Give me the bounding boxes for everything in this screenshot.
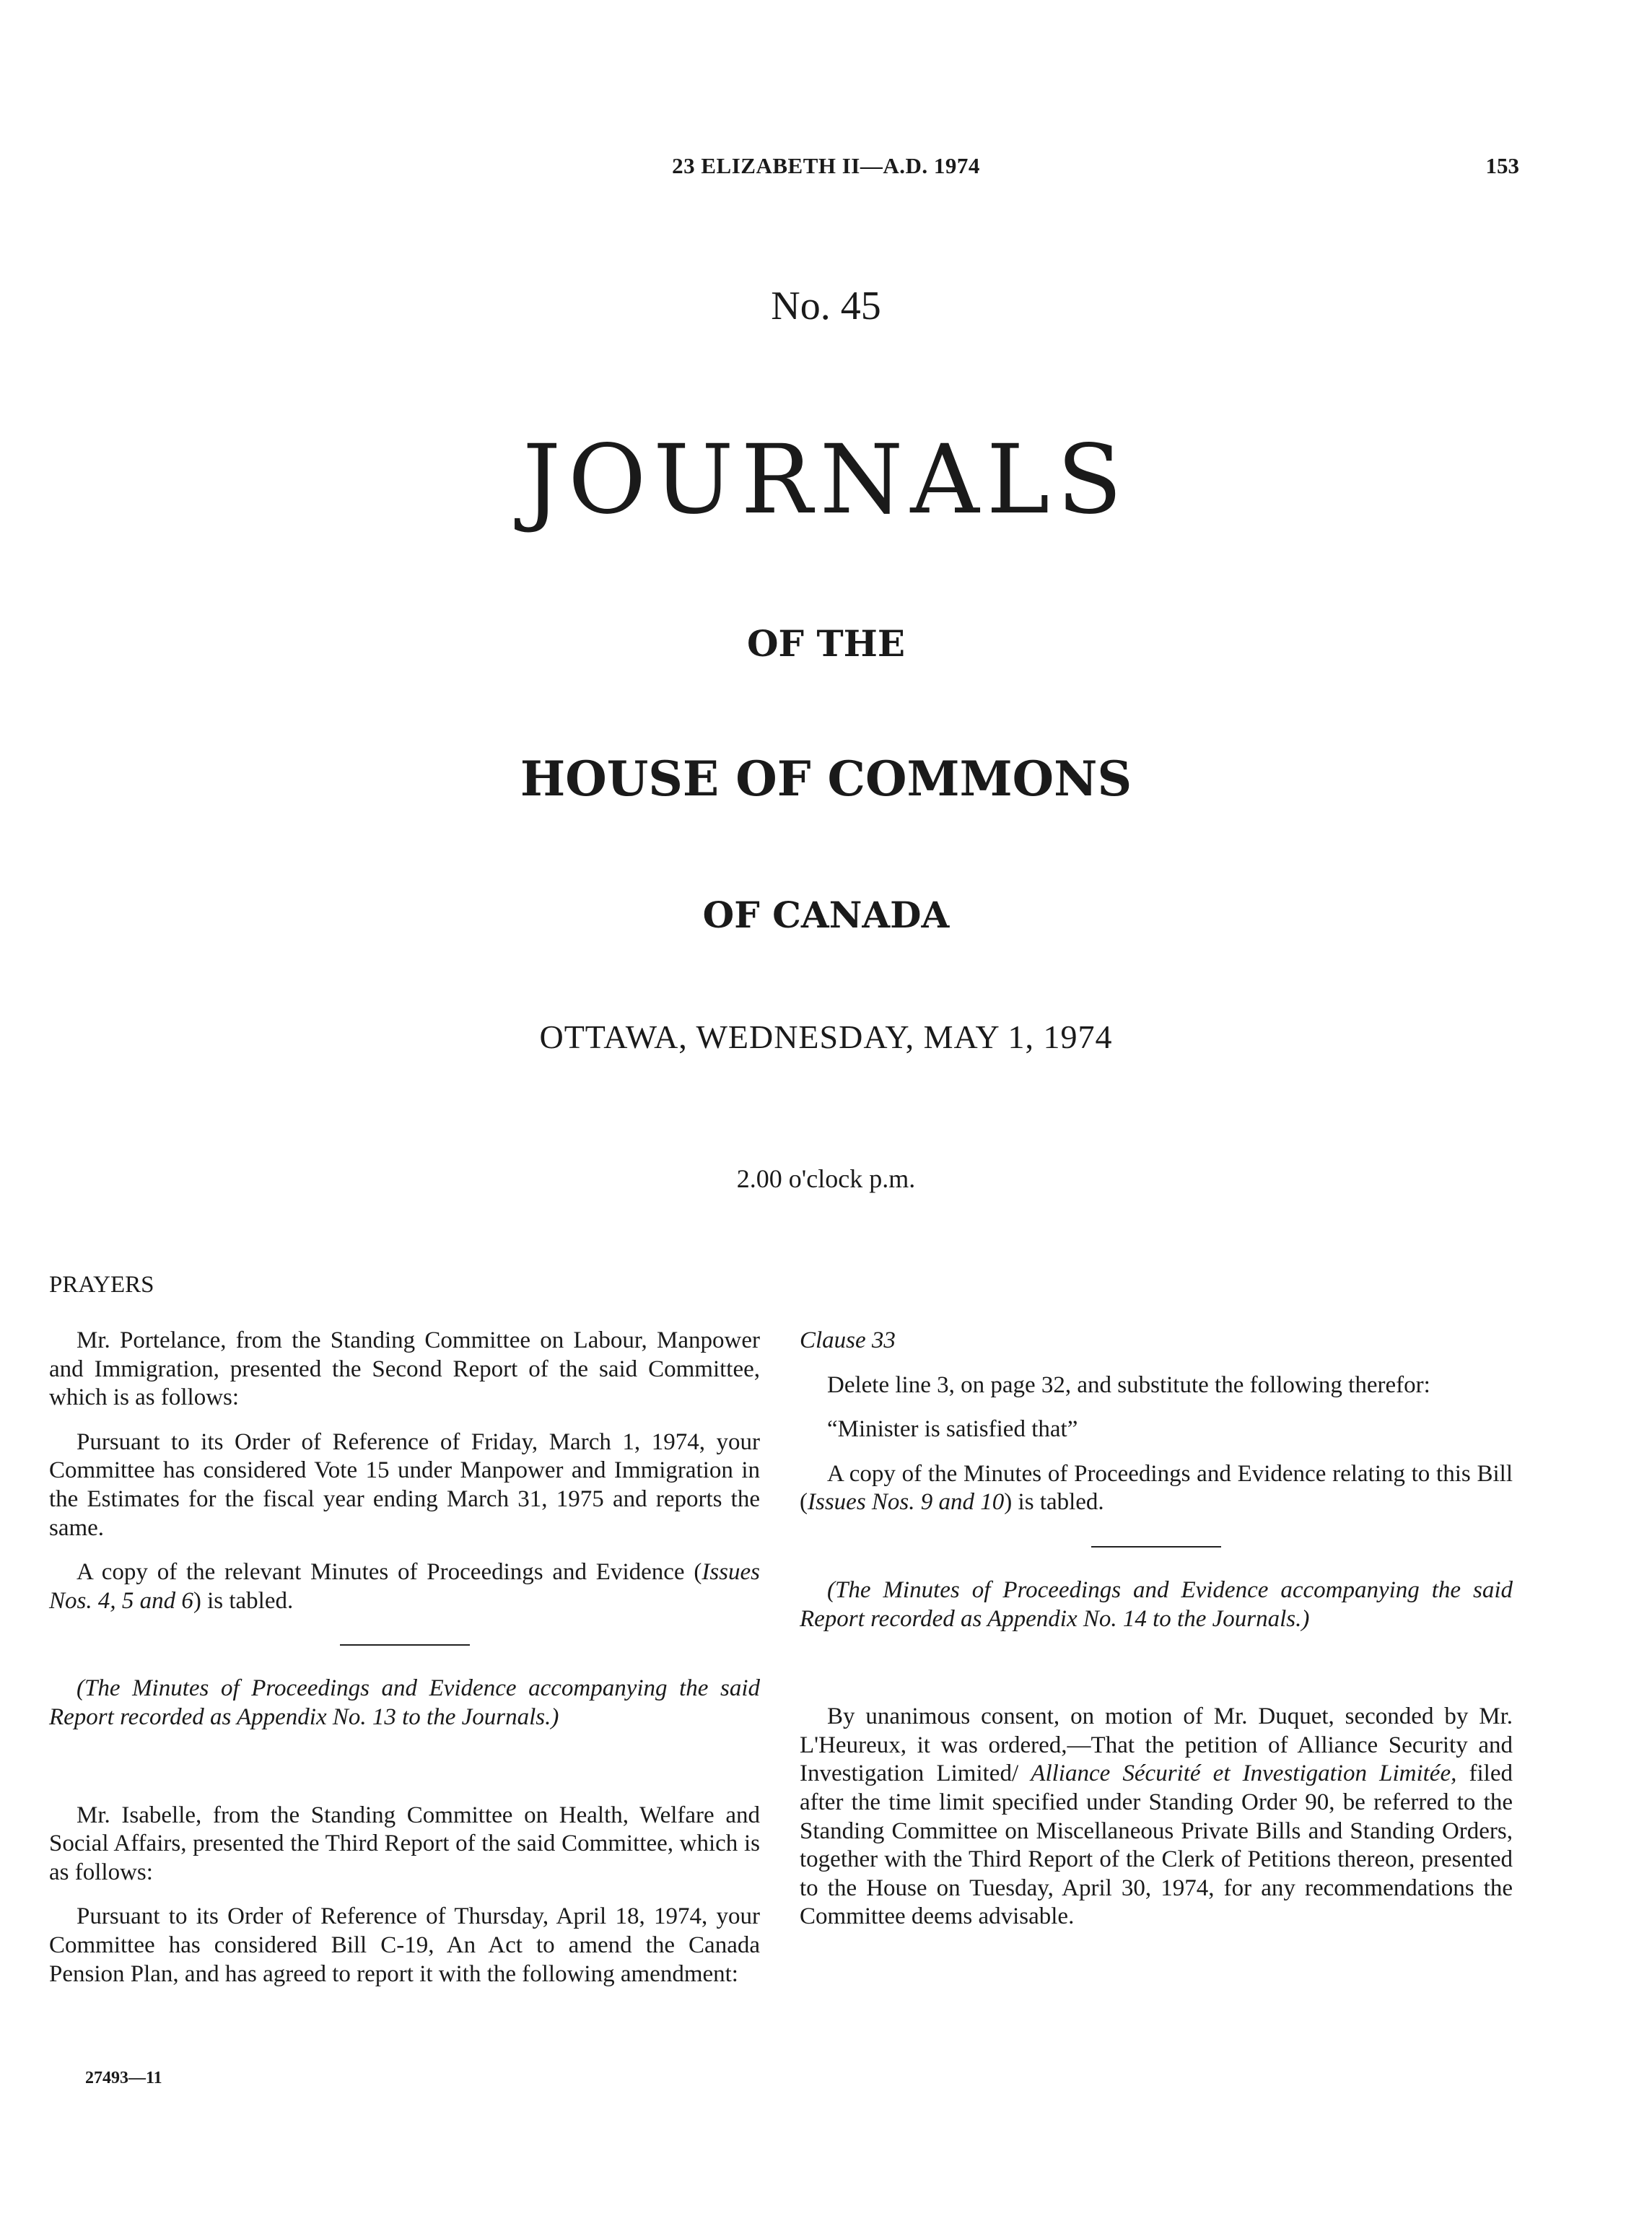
petition-order-prefix: By unanimous consent, on motion of Mr. Duquet, seconded by Mr. L'Heureux, it was ordered,—That the petition of Alliance Security and Investigation Limited/ — [800, 1703, 1513, 1787]
appendix-13-note: (The Minutes of Proceedings and Evidence accompanying the said Report recorded as Appendix No. 13 to the Journals.) — [49, 1675, 760, 1730]
portelance-report-intro: Mr. Portelance, from the Standing Committee on Labour, Manpower and Immigration, presented the Second Report of the said Committee, which is as follows: — [49, 1327, 760, 1411]
page-number: 153 — [1485, 153, 1519, 178]
right-column — [800, 1327, 1513, 1932]
time-line: 2.00 o'clock p.m. — [736, 1164, 916, 1193]
section-divider — [340, 1644, 470, 1646]
appendix-14-note: (The Minutes of Proceedings and Evidence accompanying the said Report recorded as Appendix No. 14 to the Journals.) — [800, 1576, 1513, 1632]
bill-minutes-tabled-paragraph — [800, 1460, 1513, 1517]
vote-15-report: Pursuant to its Order of Reference of Friday, March 1, 1974, your Committee has considered Vote 15 under Manpower and Immigration in the Estimates for the fiscal year ending March 31, 1975 and reports the same. — [49, 1428, 760, 1541]
date-line: OTTAWA, WEDNESDAY, MAY 1, 1974 — [539, 1018, 1113, 1055]
clause-heading: Clause 33 — [800, 1327, 896, 1353]
minutes-tabled-suffix: ) is tabled. — [193, 1587, 294, 1614]
issues-reference: Issues Nos. 4, 5 and 6 — [49, 1559, 760, 1614]
left-column — [49, 1327, 760, 1989]
bill-minutes-prefix: A copy of the Minutes of Proceedings and Evidence relating to this Bill ( — [800, 1460, 1513, 1516]
journals-title: JOURNALS — [523, 424, 1129, 536]
prayers-heading: PRAYERS — [49, 1272, 154, 1298]
bill-issues-reference: Issues Nos. 9 and 10 — [808, 1489, 1005, 1516]
section-divider — [1091, 1546, 1221, 1548]
footer-code: 27493—11 — [85, 2069, 162, 2087]
running-head: 23 ELIZABETH II—A.D. 1974 — [672, 153, 980, 178]
isabelle-report-intro: Mr. Isabelle, from the Standing Committee on Health, Welfare and Social Affairs, presented the Third Report of the said Committee, which is as follows: — [49, 1802, 760, 1885]
of-the-heading: OF THE — [746, 622, 906, 665]
petition-order-paragraph — [800, 1703, 1513, 1932]
issue-number: No. 45 — [771, 284, 881, 328]
house-of-commons-heading: HOUSE OF COMMONS — [520, 751, 1132, 807]
amendment-text: Delete line 3, on page 32, and substitute the following therefor: — [827, 1371, 1430, 1398]
minutes-tabled-paragraph — [49, 1558, 760, 1615]
amendment-quote: “Minister is satisfied that” — [827, 1416, 1078, 1443]
petitioner-french-name: Alliance Sécurité et Investigation Limitée, — [1031, 1760, 1457, 1787]
of-canada-heading: OF CANADA — [702, 894, 950, 936]
petition-order-suffix: filed after the time limit specified under Standing Order 90, be referred to the Standing Committee on Miscellaneous Private Bills and Standing Orders, together with the Third Report of the Clerk of Petitions thereon, presented to the House on Tuesday, April 30, 1974, for any recommendations the Committee deems advisable. — [800, 1760, 1513, 1930]
bill-minutes-suffix: ) is tabled. — [1004, 1489, 1104, 1516]
minutes-tabled-prefix: A copy of the relevant Minutes of Proceedings and Evidence ( — [77, 1559, 702, 1586]
bill-c19-report: Pursuant to its Order of Reference of Thursday, April 18, 1974, your Committee has considered Bill C-19, An Act to amend the Canada Pension Plan, and has agreed to report it with the following amendment: — [49, 1903, 760, 1987]
